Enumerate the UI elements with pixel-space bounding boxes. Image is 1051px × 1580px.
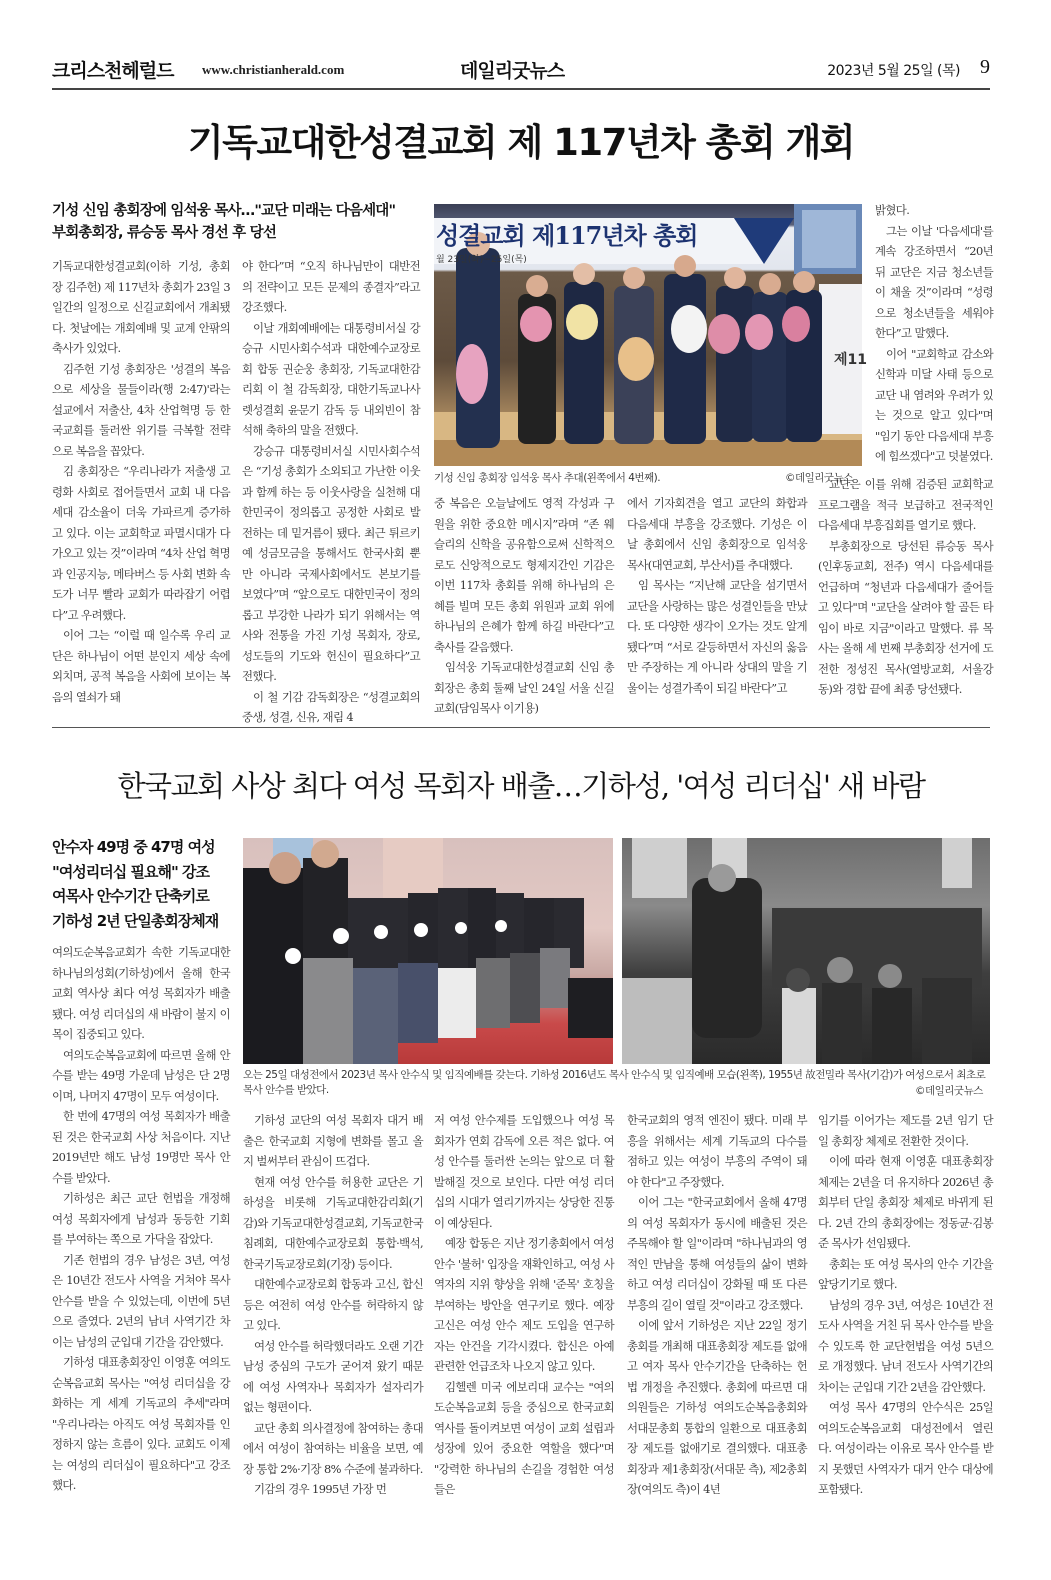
paragraph: 한국교회의 영적 엔진이 됐다. 미래 부흥을 위해서는 세계 기독교의 다수를 점하고 있는 여성이 부흥의 주역이 돼야 한다"고 주장했다. (627, 1113, 807, 1189)
paragraph: 김헬렌 미국 에보리대 교수는 "여의도순복음교회 등을 중심으로 한국교회 역사를 돌이켜보면 여성이 교회 설립과 성장에 있어 중요한 역할을 했다"며 "강력한 하나님의 손길을 경험한 여성들은 (434, 1379, 614, 1496)
article1-column-5 (875, 200, 993, 472)
ordination-2016-illustration (243, 838, 613, 1064)
article1-column-1 (52, 256, 230, 724)
paragraph: 여성 목사 47명의 안수식은 25일 여의도순복음교회 대성전에서 열린다. 여성이라는 이유로 목사 안수를 받지 못했던 사역자가 대거 안수 대상에 포함됐다. (818, 1400, 993, 1496)
article1-headline: 기독교대한성결교회 제 117년차 총회 개회 (187, 121, 855, 164)
masthead (52, 50, 990, 90)
article2-column-5 (818, 1110, 993, 1530)
paragraph: 기하성 대표총회장인 이영훈 여의도순복음교회 목사는 "여성 리더십을 강화하는 게 세계 기독교의 추세"라며 "우리나라는 아직도 여성 목회자를 인정하지 않는 흐름이 있다. 교회도 이제는 여성의 리더십이 필요하다"고 강조했다. (52, 1355, 230, 1492)
article2-subhead: "여성리더십 필요해" 강조 (52, 862, 209, 881)
paragraph: 김 총회장은 “우리나라가 저출생 고령화 사회로 접어들면서 교회 내 다음세대 감소율이 더욱 가파르게 증가하고 있다. 이는 교회학교 파멸시대가 다가오고 있는 것”이라며 “4차 산업 혁명과 인공지능, 메타버스 등 사회 변화 속도가 너무 빨라 교회가 따라잡기 어렵다”고 우려했다. (52, 464, 230, 622)
paragraph: 대한예수교장로회 합동과 고신, 합신 등은 여전히 여성 안수를 허락하지 않고 있다. (243, 1277, 423, 1332)
article2-subhead: 안수자 49명 중 47명 여성 (52, 838, 215, 856)
paragraph: 여성 안수를 허락했더라도 오랜 기간 남성 중심의 구도가 굳어져 왔기 때문에 여성 사역자나 목회자가 설자리가 없는 형편이다. (243, 1338, 423, 1414)
award-ceremony-illustration (434, 204, 868, 466)
article2-subhead: 여목사 안수기간 단축키로 (52, 887, 209, 905)
photo-banner-text: 성결교회 제117년차 총회 (436, 221, 698, 250)
paragraph: 강승규 대통령비서실 시민사회수석은 “기성 총회가 소외되고 가난한 이웃과 함께 하는 등 이웃사랑을 실천해 대한민국이 정의롭고 공정한 사회로 발전하는 데 밑거름이 됐다. 최근 튀르키예 성금모금을 통해서도 한국사회 뿐만 아니라 국제사회에서도 본보기를 보였다”며 “앞으로도 대한민국이 정의롭고 부강한 나라가 되기 위해서는 역사와 전통을 가진 기성 목회자, 장로, 성도들의 기도와 헌신이 필요하다”고 전했다. (242, 443, 420, 683)
paragraph: 이어 그는 “이럴 때 일수록 우리 교단은 하나님이 어떤 분인지 세상 속에 외치며, 공적 복음을 사회에 보이는 복음의 열쇠가 돼 (52, 628, 230, 704)
paragraph: 교단 총회 의사결정에 참여하는 총대에서 여성이 참여하는 비율을 보면, 예장 통합 2%·기장 8% 수준에 불과하다. (243, 1420, 423, 1476)
paragraph: 여의도순복음교회가 속한 기독교대한하나님의성회(기하성)에서 올해 한국교회 역사상 최다 여성 목회자가 배출됐다. 여성 리더십의 새 바람이 불지 이목이 집중되고 있다. (52, 945, 230, 1041)
paragraph: 야 한다”며 “오직 하나님만이 대반전의 전략이고 모든 문제의 종결자”라고 강조했다. (242, 259, 420, 314)
paragraph: 임 목사는 “지난해 교단을 섬기면서 교단을 사랑하는 많은 성결인들을 만났다. 또 다양한 생각이 오가는 것도 알게 됐다”며 “서로 갈등하면서 자신의 옳음만 주장하는 게 아니라 상대의 말을 기울이는 성결가족이 되길 바란다”고 (627, 578, 807, 695)
paragraph: 이날 개회예배에는 대통령비서실 강승규 시민사회수석과 대한예수교장로회 합동 권순웅 총회장, 기독교대한감리회 이 철 감독회장, 대한기독교나사렛성결회 윤문기 감독 등 내외빈이 참석해 축하의 말을 전했다. (242, 320, 420, 437)
article2-subheads (52, 835, 237, 933)
ordination-photo-2016 (243, 838, 613, 1064)
paragraph: 기독교대한성결교회(이하 기성, 총회장 김주헌) 제 117년차 총회가 23일 3일간의 일정으로 신길교회에서 개최됐다. 첫날에는 개회예배 및 교계 안팎의 축사가 있었다. (52, 259, 230, 355)
page-number: 9 (980, 56, 990, 78)
paragraph: 김주헌 기성 총회장은 '성결의 복음으로 세상을 물들이라(행 2:47)'라는 설교에서 저출산, 4차 산업혁명 등 한국교회를 둘러싼 위기를 극복할 전략으로 복음을 꼽았다. (52, 361, 230, 458)
paragraph: 저 여성 안수제를 도입했으나 여성 목회자가 연회 감독에 오른 적은 없다. 여성 안수를 둘러싼 논의는 앞으로 더 활발해질 것으로 보인다. 다만 여성 리더십의 시대가 열리기까지는 상당한 진통이 예상된다. (434, 1113, 614, 1230)
photo-banner-date: 월 23일(화)~25일(목) (436, 255, 527, 265)
ordination-photo-1955 (622, 838, 990, 1064)
paragraph: 이에 따라 현재 이영훈 대표총회장 체제는 2년을 더 유지하다 2026년 총회부터 단일 총회장 체제로 바뀌게 된다. 2년 간의 총회장에는 정동균·김봉준 목사가 선임됐다. (818, 1154, 993, 1250)
newspaper-brand: 크리스천헤럴드 (52, 60, 174, 82)
section-name: 데일리굿뉴스 (460, 60, 565, 82)
article2-column-4 (627, 1110, 807, 1530)
paragraph: 여의도순복음교회에 따르면 올해 안수를 받는 49명 가운데 남성은 단 2명이며, 나머지 47명이 모두 여성이다. (52, 1047, 230, 1103)
article1-column-4 (627, 493, 807, 725)
paragraph: 이 철 기감 감독회장은 “성결교회의 중생, 성결, 신유, 재림 4 (242, 689, 420, 724)
article1-column-5-continued (818, 474, 993, 726)
paragraph: 중 복음은 오늘날에도 영적 각성과 구원을 위한 중요한 메시지”라며 “존 웨슬리의 신학을 공유함으로써 신학적으로도 신앙적으로도 형제지간인 기감은 이번 117차 총회를 위해 하나님의 은혜를 빌며 모든 총회 위원과 교회 위에 하나님의 은혜가 함께 하길 바란다”고 축사를 갈음했다. (434, 496, 614, 654)
paragraph: 이에 앞서 기하성은 지난 22일 정기총회를 개최해 대표총회장 제도를 없애고 여자 목사 안수기간을 단축하는 헌법 개정을 추진했다. 총회에 따르면 대의원들은 기하성 여의도순복음총회와 서대문총회 통합의 일환으로 대표총회장 제도를 없애기로 결의했다. 대표총회장과 제1총회장(서대문 측), 제2총회장(여의도 측)이 4년 (627, 1318, 807, 1496)
article2-column-3 (434, 1110, 614, 1530)
photo-side-text: 제11 (834, 352, 868, 368)
paragraph: 이어 그는 "한국교회에서 올해 47명의 여성 목회자가 동시에 배출된 것은 주목해야 할 일"이라며 "하나님과의 영적인 만남을 통해 여성들의 삶이 변화하고 여성 리더십이 강화될 때 또 다른 부흥의 길이 열릴 것"이라고 강조했다. (627, 1195, 807, 1312)
masthead-divider (52, 88, 990, 90)
article1-photo (434, 204, 868, 466)
paragraph: 현재 여성 안수를 허용한 교단은 기하성을 비롯해 기독교대한감리회(기감)와 기독교대한성결교회, 기독교한국침례회, 대한예수교장로회 통합·백석, 한국기독교장로회(기장) 등이다. (243, 1174, 423, 1271)
paragraph: 기존 헌법의 경우 남성은 3년, 여성은 10년간 전도사 사역을 거쳐야 목사 안수를 받을 수 있었는데, 이번에 5년으로 줄였다. 2년의 남녀 사역기간 차이는 남성의 군입대 기간을 감안했다. (52, 1252, 230, 1349)
paragraph: 그는 이날 '다음세대'를 계속 강조하면서 “20년 뒤 교단은 지금 청소년들이 채울 것”이라며 “성령으로 청소년들을 세워야 한다”고 말했다. (875, 223, 993, 340)
article2-subhead: 기하성 2년 단일총회장체재 (52, 911, 219, 930)
article1-subheads (52, 200, 422, 244)
paragraph: 기하성 교단의 여성 목회자 대거 배출은 한국교회 지형에 변화를 몰고 올지 벌써부터 관심이 뜨겁다. (243, 1113, 423, 1168)
article2-column-1 (52, 942, 230, 1530)
article1-column-2 (242, 256, 420, 724)
article1-photo-caption: 기성 신임 총회장 임석웅 목사 추대(왼쪽에서 4번째). (434, 472, 661, 484)
ordination-1955-illustration (622, 838, 990, 1064)
article2-photo-credit: ©데일리굿뉴스 (915, 1085, 983, 1097)
paragraph: 에서 기자회견을 열고 교단의 화합과 다음세대 부흥을 강조했다. 기성은 이날 총회에서 신임 총회장으로 임석웅 목사(대연교회, 부산서)를 추대했다. (627, 496, 807, 572)
article2-photo-caption: 오는 25일 대성전에서 2023년 목사 안수식 및 임직예배를 갖는다. 기하성 2016년도 목사 안수식 및 임직예배 모습(왼쪽), 1955년 故전밀라 목사(기감)가 여성으로서 최초로 목사 안수를 받았다. (243, 1069, 986, 1096)
article2-column-2 (243, 1110, 423, 1530)
paragraph: 임기를 이어가는 제도를 2년 임기 단일 총회장 체제로 전환한 것이다. (818, 1113, 993, 1148)
paragraph: 교단은 이를 위해 검증된 교회학교 프로그램을 적극 보급하고 전국적인 다음세대 부흥집회를 열기로 했다. (818, 477, 993, 532)
article1-photo-credit: ©데일리굿뉴스 (785, 472, 853, 484)
website-link[interactable]: www.christianherald.com (202, 62, 345, 77)
paragraph: 총회는 또 여성 목사의 안수 기간을 앞당기기로 했다. (818, 1256, 993, 1291)
paragraph: 이어 "교회학교 감소와 신학과 미달 사태 등으로 교단 내 염려와 우려가 있는 것으로 알고 있다"며 "임기 동안 다음세대 부흥에 힘쓰겠다"고 덧붙였다. (875, 346, 993, 463)
paragraph: 한 번에 47명의 여성 목회자가 배출된 것은 한국교회 사상 처음이다. 지난 2019년만 해도 남성 19명만 목사 안수를 받았다. (52, 1109, 230, 1185)
paragraph: 임석웅 기독교대한성결교회 신임 총회장은 총회 둘째 날인 24일 서울 신길교회(담임목사 이기용) (434, 660, 614, 715)
article-divider (52, 727, 990, 728)
paragraph: 부총회장으로 당선된 류승동 목사(인후동교회, 전주) 역시 다음세대를 언급하며 “청년과 다음세대가 줄어들고 있다"며 "교단을 살려야 할 골든 타임이 바로 지금"이라고 말했다. 류 목사는 올해 세 번째 부총회장 선거에 도전한 정성진 목사(열방교회, 서울강동)와 경합 끝에 최종 당선됐다. (818, 538, 993, 696)
article1-column-3 (434, 493, 614, 725)
article1-subhead: 기성 신임 총회장에 임석웅 목사…"교단 미래는 다음세대" (52, 203, 396, 219)
paragraph: 밝혔다. (875, 203, 910, 217)
article2-headline: 한국교회 사상 최다 여성 목회자 배출…기하성, '여성 리더십' 새 바람 (117, 769, 925, 803)
paragraph: 예장 합동은 지난 정기총회에서 여성 안수 '불허' 입장을 재확인하고, 여성 사역자의 지위 향상을 위해 '준목' 호칭을 부여하는 방안을 연구키로 했다. 예장 고신은 여성 안수 제도 도입을 연구하자는 안건을 기각시켰다. 합신은 아예 관련한 언급조차 나오지 않고 있다. (434, 1236, 614, 1373)
paragraph: 남성의 경우 3년, 여성은 10년간 전도사 사역을 거친 뒤 목사 안수를 받을 수 있도록 한 교단헌법을 여성 5년으로 개정했다. 남녀 전도사 사역기간의 차이는 군입대 기간 2년을 감안했다. (818, 1297, 993, 1394)
paragraph: 기하성은 최근 교단 헌법을 개정해 여성 목회자에게 남성과 동등한 기회를 부여하는 쪽으로 가닥을 잡았다. (52, 1191, 230, 1246)
paragraph: 기감의 경우 1995년 가장 먼 (254, 1482, 387, 1496)
article1-subhead: 부회총회장, 류승동 목사 경선 후 당선 (52, 225, 277, 241)
issue-date: 2023년 5월 25일 (목) (827, 63, 960, 79)
